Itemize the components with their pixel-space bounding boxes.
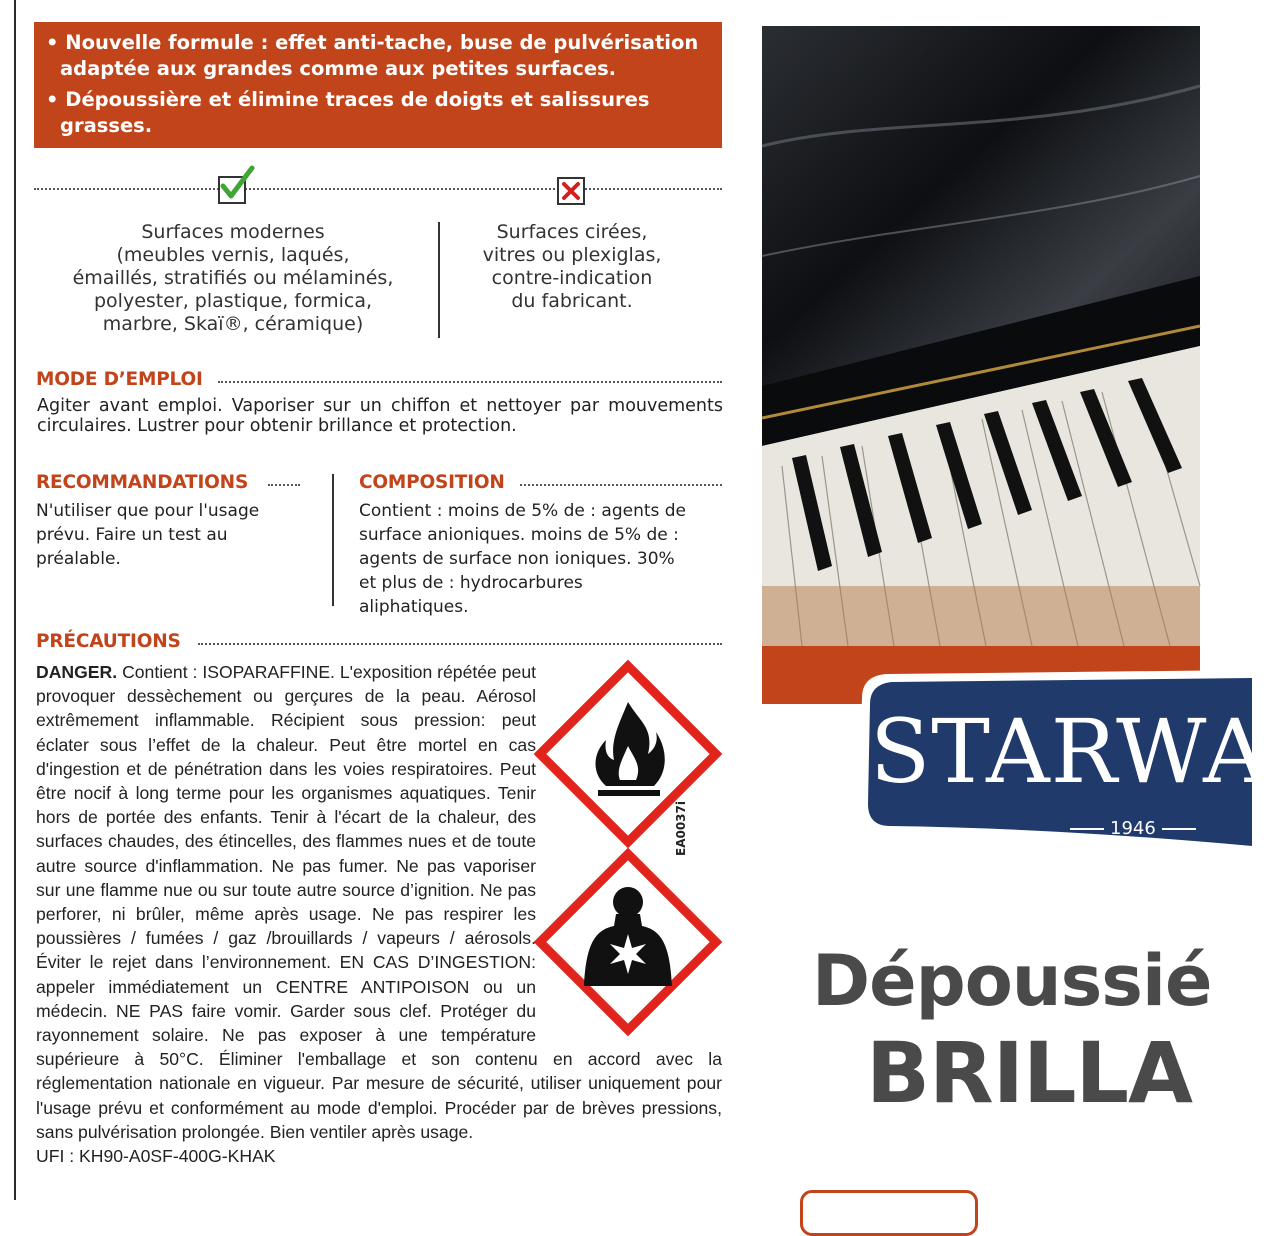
suitable-line: polyester, plastique, formica, bbox=[93, 290, 372, 312]
composition-line: surface anioniques. moins de 5% de : bbox=[359, 525, 679, 545]
recommandations-line: préalable. bbox=[36, 549, 121, 569]
suitable-line: émaillés, stratifiés ou mélaminés, bbox=[72, 267, 394, 289]
suitable-line: Surfaces modernes bbox=[141, 221, 325, 243]
left-border bbox=[14, 0, 16, 1200]
brand-year-value: 1946 bbox=[1110, 818, 1156, 839]
composition-heading: COMPOSITION bbox=[359, 472, 505, 493]
mode-emploi-text: Agiter avant emploi. Vaporiser sur un chiffon et nettoyer par mouvements circulaires. Lustrer pour obtenir brillance et protection. bbox=[37, 396, 723, 436]
danger-label: DANGER. bbox=[36, 662, 118, 682]
unsuitable-line: vitres ou plexiglas, bbox=[482, 244, 662, 266]
precautions-heading: PRÉCAUTIONS bbox=[36, 631, 181, 652]
composition-line: aliphatiques. bbox=[359, 597, 469, 617]
composition-line: Contient : moins de 5% de : agents de bbox=[359, 501, 687, 521]
check-icon bbox=[218, 176, 246, 204]
cross-icon bbox=[557, 177, 585, 205]
bottom-badge bbox=[800, 1190, 978, 1236]
mode-emploi-rule bbox=[218, 381, 722, 383]
recommandations-separator bbox=[332, 474, 334, 606]
product-title-line1: Dépoussié bbox=[812, 940, 1212, 1022]
product-title-line2: BRILLA bbox=[866, 1024, 1193, 1122]
ufi-code: UFI : KH90-A0SF-400G-KHAK bbox=[36, 1146, 276, 1167]
flame-hazard-icon bbox=[536, 662, 720, 846]
health-hazard-icon bbox=[536, 850, 720, 1034]
feature-banner bbox=[34, 22, 722, 148]
brand-year bbox=[1070, 818, 1196, 839]
precautions-body: Contient : ISOPARAFFINE. L'exposition répétée peut provoquer dessèchement ou gerçures de la peau. Aérosol extrêmement inflammable. Récipient sous pression: peut éclater sous l’effet de la chaleur. Peut être mortel en cas d'ingestion et de pénétration dans les voies respiratoires. Peut être nocif à long terme pour les organismes aquatiques. Tenir hors de portée des enfants. Tenir à l'écart de la chaleur, des surfaces chaudes, des étincelles, des flammes nues et de toute autre source d'inflammation. Ne pas fumer. Ne pas vaporiser sur une flamme nue ou sur toute autre source d’ignition. Ne pas perforer, ni brûler, même après usage. Ne pas respirer les poussières / fumées / gaz /brouillards / vapeurs / aérosols. Éviter le rejet dans l’environnement. EN CAS D’INGESTION: appeler immédiatement un CENTRE ANTIPOISON ou un médecin. NE PAS faire vomir. Garder sous clef. Protéger du rayonnement solaire. Ne pas exposer à une température supérieure à 50°C. Éliminer l'emballage et son contenu en accord avec la réglementation nationale en vigueur. Par mesure de sécurité, utiliser uniquement pour l'usage prévu et conformément au mode d'emploi. Procéder par de brèves pressions, sans pulvérisation prolongée. Bien ventiler après usage. bbox=[36, 662, 722, 1142]
mode-emploi-heading: MODE D’EMPLOI bbox=[36, 369, 203, 390]
composition-text bbox=[359, 499, 723, 619]
recommandations-line: N'utiliser que pour l'usage bbox=[36, 501, 260, 521]
suitable-line: (meubles vernis, laqués, bbox=[116, 244, 350, 266]
recommandations-text bbox=[36, 499, 316, 571]
unsuitable-surfaces bbox=[456, 221, 688, 313]
product-photo-piano bbox=[762, 26, 1200, 646]
pictogram-code bbox=[672, 801, 690, 858]
unsuitable-line: contre-indication bbox=[491, 267, 653, 289]
composition-line: et plus de : hydrocarbures bbox=[359, 573, 583, 593]
composition-line: agents de surface non ioniques. 30% bbox=[359, 549, 675, 569]
surfaces-separator bbox=[438, 222, 440, 338]
suitable-line: marbre, Skaï®, céramique) bbox=[102, 313, 364, 335]
unsuitable-line: du fabricant. bbox=[511, 290, 633, 312]
brand-name: STARWA bbox=[870, 700, 1268, 803]
pictogram-code-text: EA0037i bbox=[674, 801, 688, 856]
recommandations-rule bbox=[268, 484, 300, 486]
suitable-surfaces bbox=[44, 221, 422, 336]
banner-bullet-1: • Nouvelle formule : effet anti-tache, buse de pulvérisation adaptée aux grandes comme aux petites surfaces. bbox=[46, 31, 699, 80]
recommandations-line: prévu. Faire un test au bbox=[36, 525, 228, 545]
recommandations-heading: RECOMMANDATIONS bbox=[36, 472, 249, 493]
composition-rule bbox=[520, 484, 722, 486]
unsuitable-line: Surfaces cirées, bbox=[496, 221, 648, 243]
precautions-rule bbox=[198, 643, 722, 645]
banner-bullet-2: • Dépoussière et élimine traces de doigts et salissures grasses. bbox=[46, 88, 650, 137]
surfaces-divider bbox=[34, 188, 722, 190]
